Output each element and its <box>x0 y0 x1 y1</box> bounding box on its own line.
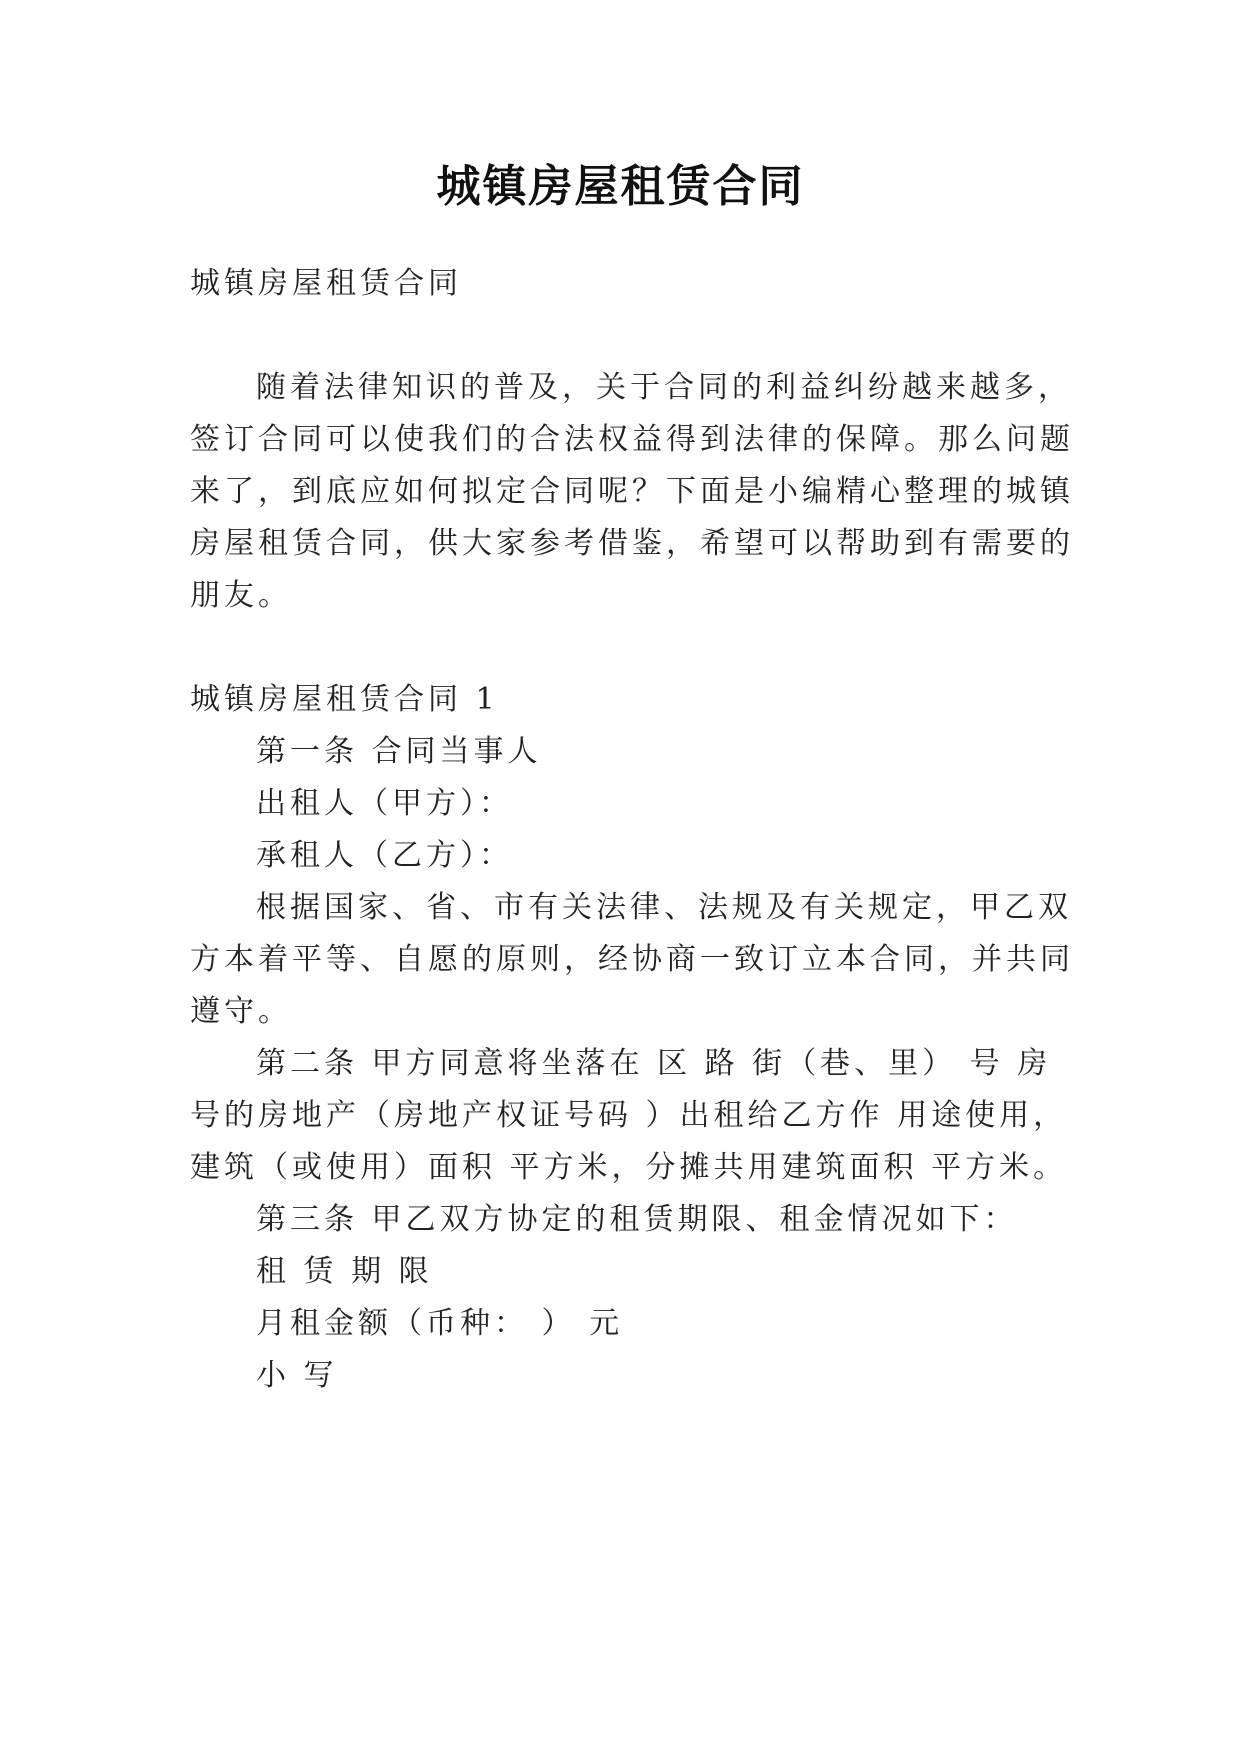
monthly-rent-label: 月租金额（币种： ） 元 <box>256 1306 624 1341</box>
article-2-line-3: 建筑（或使用）面积 平方米，分摊共用建筑面积 平方米。 <box>190 1150 1068 1185</box>
intro-line-4: 房屋租赁合同，供大家参考借鉴，希望可以帮助到有需要的 <box>190 526 1074 561</box>
article-3-heading: 第三条 甲乙双方协定的租赁期限、租金情况如下： <box>256 1202 1018 1237</box>
lessor-line: 出租人（甲方）： <box>256 786 513 821</box>
article-2-line-2: 号的房地产（房地产权证号码 ）出租给乙方作 用途使用， <box>190 1098 1068 1133</box>
preamble-line-3: 遵守。 <box>190 994 292 1029</box>
intro-line-2: 签订合同可以使我们的合法权益得到法律的保障。那么问题 <box>190 422 1074 457</box>
intro-line-1: 随着法律知识的普及，关于合同的利益纠纷越来越多， <box>256 370 1072 405</box>
article-1-heading: 第一条 合同当事人 <box>256 734 542 769</box>
preamble-line-1: 根据国家、省、市有关法律、法规及有关规定，甲乙双 <box>256 890 1072 925</box>
section-heading: 城镇房屋租赁合同 1 <box>190 682 499 717</box>
document-title: 城镇房屋租赁合同 <box>436 161 805 212</box>
intro-line-5: 朋友。 <box>190 578 292 613</box>
lease-term-label: 租 赁 期 限 <box>256 1254 433 1289</box>
intro-line-3: 来了，到底应如何拟定合同呢？下面是小编精心整理的城镇 <box>190 474 1074 509</box>
lessee-line: 承租人（乙方）： <box>256 838 513 873</box>
article-2-line-1: 第二条 甲方同意将坐落在 区 路 街（巷、里） 号 房 <box>256 1046 1052 1081</box>
document-subtitle: 城镇房屋租赁合同 <box>190 266 462 301</box>
lowercase-amount-label: 小 写 <box>256 1358 338 1393</box>
preamble-line-2: 方本着平等、自愿的原则，经协商一致订立本合同，并共同 <box>190 942 1074 977</box>
